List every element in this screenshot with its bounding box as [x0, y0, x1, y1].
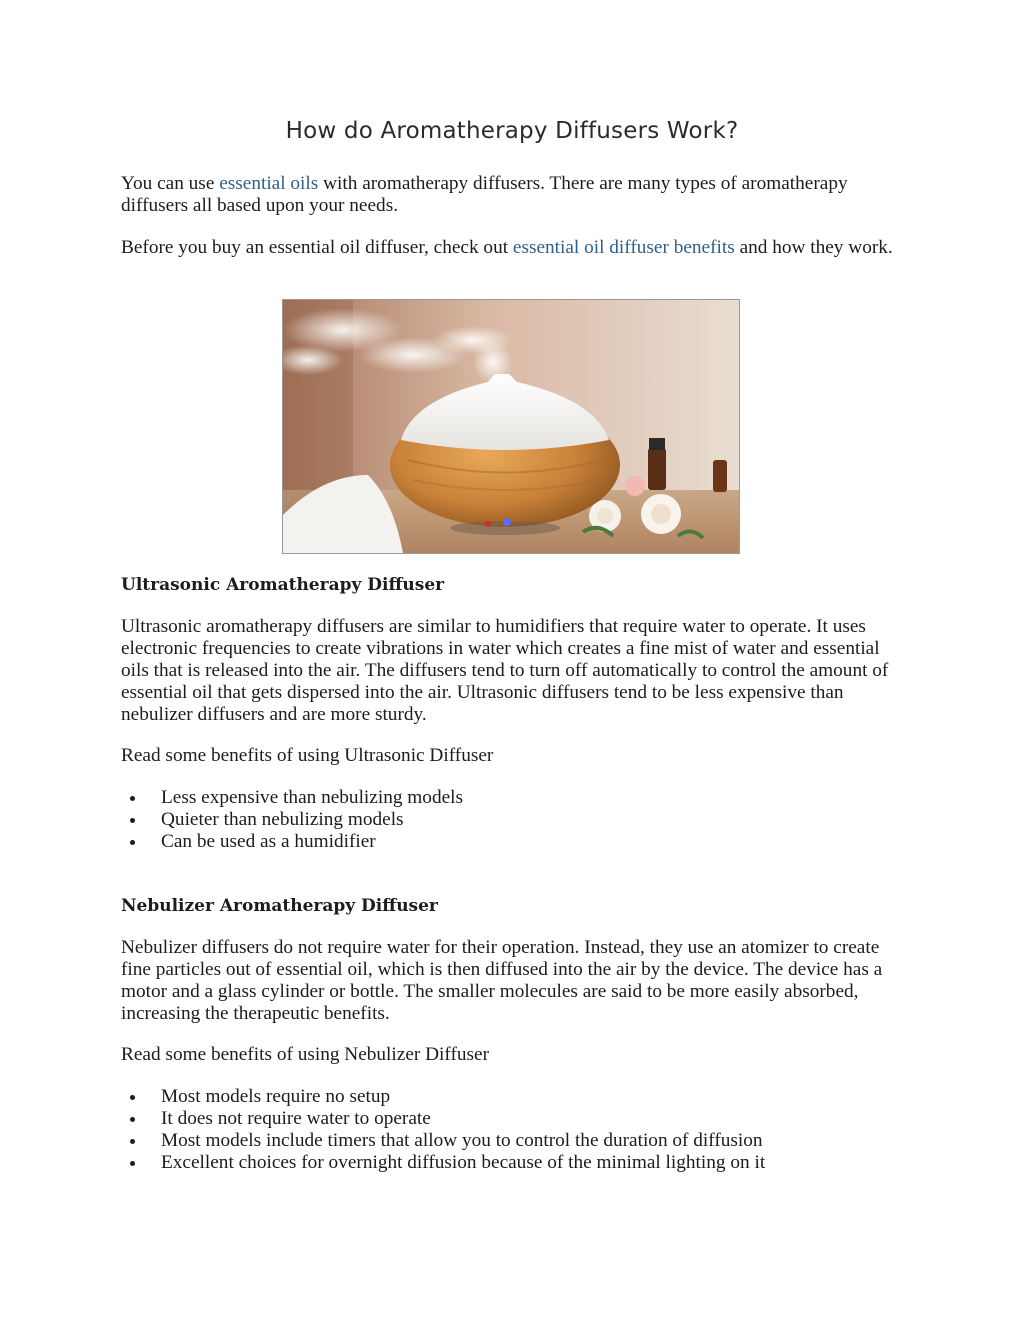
list-item	[121, 1152, 921, 1174]
ultrasonic-heading: Ultrasonic Aromatherapy Diffuser	[121, 575, 445, 595]
diffuser-illustration	[283, 300, 739, 553]
list-item	[121, 1130, 921, 1152]
intro-p2-text-before: Before you buy an essential oil diffuser, check out	[121, 237, 513, 258]
intro-p1-text-after: with aromatherapy diffusers. There are many types of aromatherapy diffusers all based upon your needs.	[121, 173, 848, 216]
bullet-icon	[130, 818, 135, 823]
intro-paragraph-1	[121, 173, 911, 217]
list-item	[121, 787, 921, 809]
diffuser-benefits-link[interactable]: essential oil diffuser benefits	[512, 237, 735, 258]
essential-oils-link[interactable]: essential oils	[219, 173, 319, 194]
list-item	[121, 831, 921, 853]
intro-p1-text-before: You can use	[121, 173, 220, 194]
list-item-text: Most models include timers that allow you to control the duration of diffusion	[161, 1130, 763, 1151]
list-item-text: Quieter than nebulizing models	[161, 809, 404, 830]
nebulizer-benefits-intro: Read some benefits of using Nebulizer Diffuser	[121, 1044, 490, 1065]
list-item-text: Can be used as a humidifier	[161, 831, 376, 852]
bullet-icon	[130, 1139, 135, 1144]
list-item-text: Most models require no setup	[161, 1086, 391, 1107]
intro-paragraph-2	[121, 237, 911, 259]
list-item-text: It does not require water to operate	[161, 1108, 431, 1129]
bullet-icon	[130, 796, 135, 801]
nebulizer-body: Nebulizer diffusers do not require water for their operation. Instead, they use an atomizer to create fine particles out of essential oil, which is then diffused into the air by the device. The device has a motor and a glass cylinder or bottle. The smaller molecules are said to be more easily absorbed, increasing the therapeutic benefits.	[121, 937, 883, 1024]
ultrasonic-benefits-intro: Read some benefits of using Ultrasonic Diffuser	[121, 745, 494, 766]
list-item-text: Less expensive than nebulizing models	[161, 787, 464, 808]
intro-p2-text-after: and how they work.	[734, 237, 893, 258]
ultrasonic-body: Ultrasonic aromatherapy diffusers are similar to humidifiers that require water to operate. It uses electronic frequencies to create vibrations in water which creates a fine mist of water and essential oils that is released into the air. The diffusers tend to turn off automatically to control the amount of essential oil that gets dispersed into the air. Ultrasonic diffusers tend to be less expensive than nebulizer diffusers and are more sturdy.	[121, 616, 889, 725]
bullet-icon	[130, 1117, 135, 1122]
bullet-icon	[130, 1095, 135, 1100]
page-title: How do Aromatherapy Diffusers Work?	[285, 118, 739, 144]
list-item-text: Excellent choices for overnight diffusion because of the minimal lighting on it	[161, 1152, 766, 1173]
diffuser-photo	[282, 299, 740, 554]
list-item	[121, 809, 921, 831]
list-item	[121, 1086, 921, 1108]
nebulizer-heading: Nebulizer Aromatherapy Diffuser	[121, 896, 438, 916]
bullet-icon	[130, 1161, 135, 1166]
nebulizer-benefits-list	[121, 1086, 921, 1174]
ultrasonic-benefits-list	[121, 787, 921, 853]
list-item	[121, 1108, 921, 1130]
bullet-icon	[130, 840, 135, 845]
